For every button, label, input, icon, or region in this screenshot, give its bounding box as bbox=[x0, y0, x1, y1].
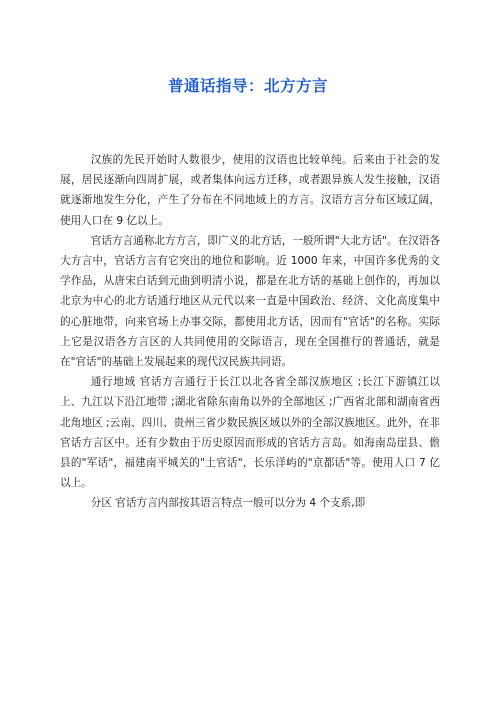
paragraph-guanhua: 官话方言通称北方方言，即广义的北方话，一般所谓"大北方话"。在汉语各大方言中，官话方言有它突出的地位和影响。近 1000 年来，中国许多优秀的文学作品，从唐宋白话到元曲到明清小说，都是在北方话的基础上创作的，再加以北京为中心的北方话通行地区从元代以来一直是中国政治、经济、文化高度集中的心脏地带，向来官场上办事交际，都使用北方话，因而有"官话"的名称。实际上它是汉语各方言区的人共同使用的交际语言，现在全国推行的普通话，就是在"官话"的基础上发展起来的现代汉民族共同语。 bbox=[60, 234, 440, 369]
paragraph-region: 通行地域 官话方言通行于长江以北各省全部汉族地区 ;长江下游镇江以上、九江以下沿江地带 ;湖北省除东南角以外的全部地区 ;广西省北部和湖南省西北角地区 ;云南、四川、贵州三省少数民族区域以外的全部汉族地区。此外，在非官话方言区中。还有少数由于历史原因而形成的官话方言岛。如海南岛崖县、儋县的"军话"，福建南平城关的"土官话"，长乐洋屿的"京都话"等。使用人口 7 亿以上。 bbox=[60, 376, 440, 490]
document-body bbox=[60, 150, 440, 514]
page-title: 普通话指导：北方方言 bbox=[167, 77, 328, 95]
paragraph-intro: 汉族的先民开始时人数很少，使用的汉语也比较单纯。后来由于社会的发展，居民逐渐向四周扩展，或者集体向远方迁移，或者跟异族人发生接触，汉语就逐渐地发生分化，产生了分布在不同地域上的方言。汉语方言分布区域辽阔，使用人口在 9 亿以上。 bbox=[60, 154, 440, 227]
paragraph-subdivision: 分区 官话方言内部按其语言特点一般可以分为 4 个支系,即 bbox=[90, 497, 366, 510]
